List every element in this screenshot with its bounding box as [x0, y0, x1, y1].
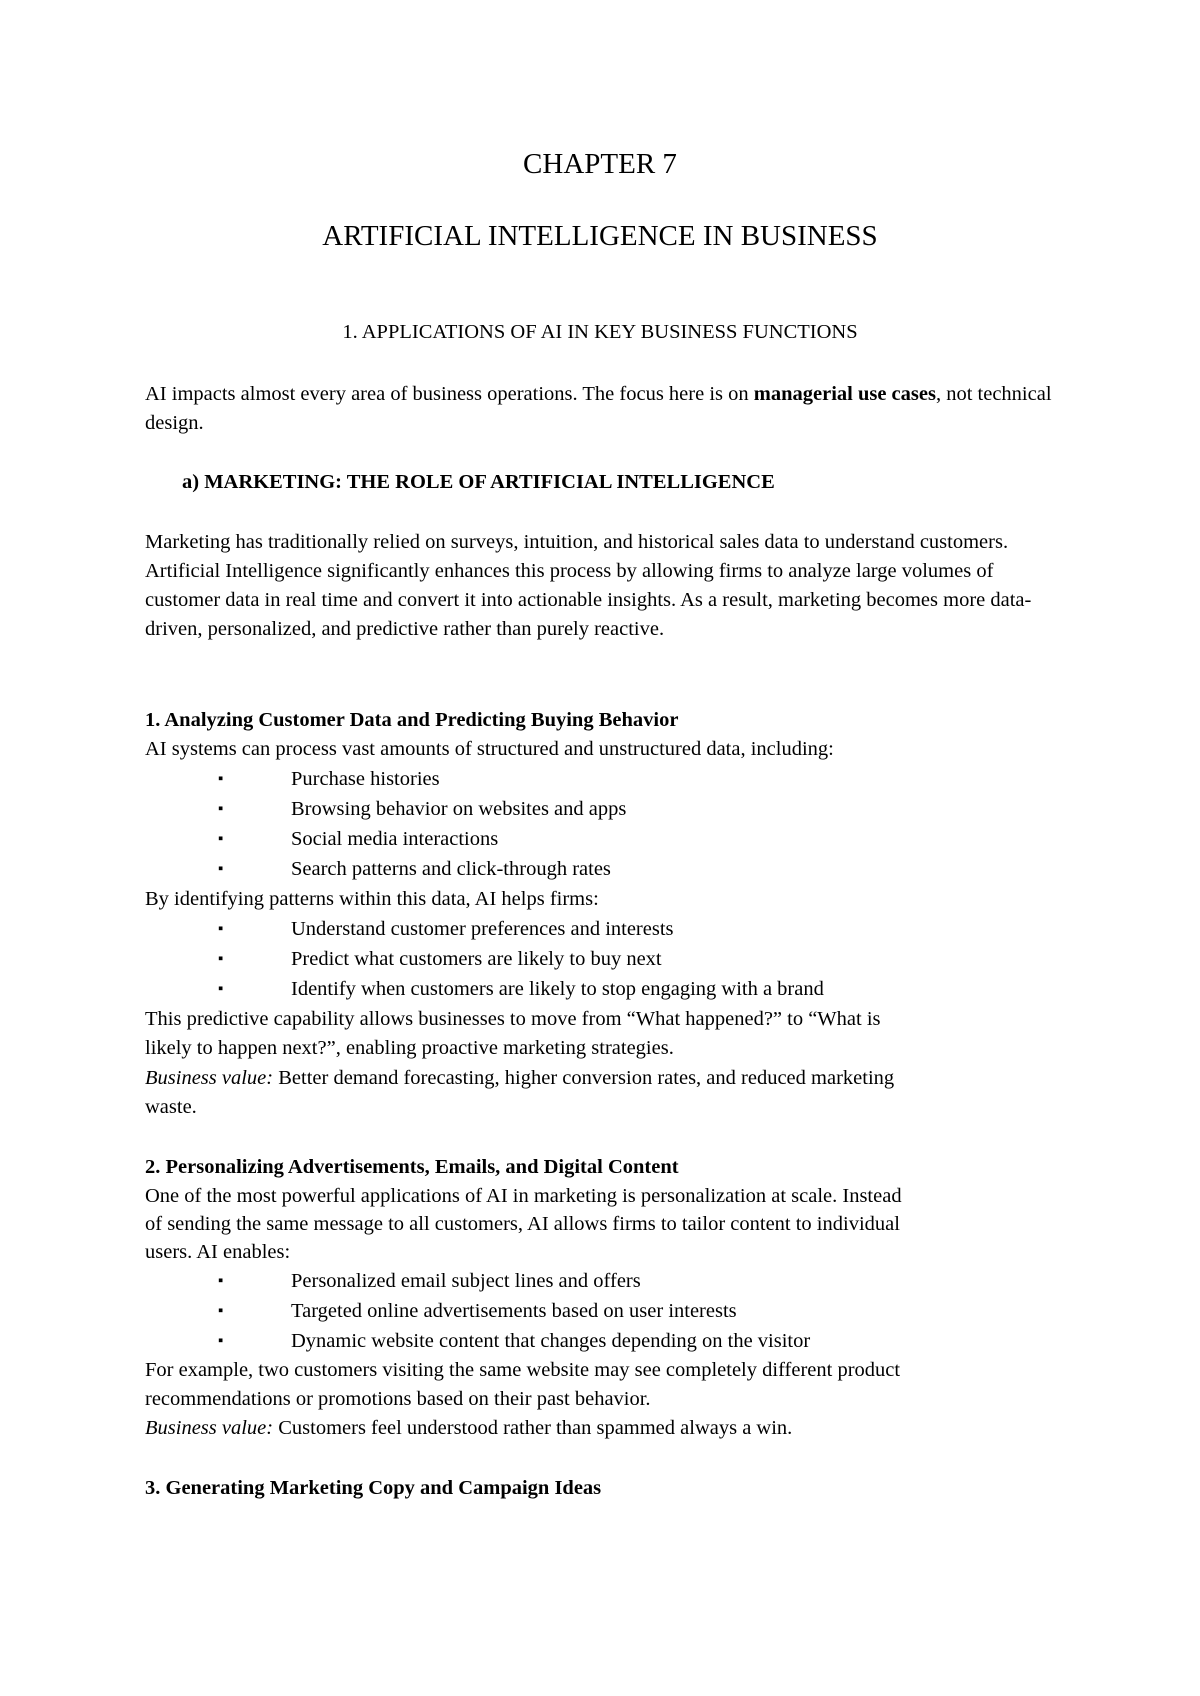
bullet-marker: ▪: [218, 771, 224, 787]
list-item: Purchase histories: [291, 768, 440, 790]
bullet-marker: ▪: [218, 831, 224, 847]
item1-business-value: [145, 1064, 894, 1093]
item2-business-value: [145, 1414, 792, 1443]
item2-intro-line: One of the most powerful applications of AI in marketing is personalization at scale. Instead: [145, 1185, 902, 1207]
item1-heading: 1. Analyzing Customer Data and Predicting Buying Behavior: [145, 709, 679, 731]
list-item: Predict what customers are likely to buy next: [291, 948, 662, 970]
item2-example-line: recommendations or promotions based on their past behavior.: [145, 1388, 651, 1410]
bullet-marker: ▪: [218, 1303, 224, 1319]
list-item: Identify when customers are likely to stop engaging with a brand: [291, 978, 824, 1000]
list-item: Personalized email subject lines and offers: [291, 1270, 641, 1292]
marketing-paragraph: Marketing has traditionally relied on surveys, intuition, and historical sales data to understand customers. Artificial Intelligence significantly enhances this process by allowing firms to analyze large volumes of customer data in real time and convert it into actionable insights. As a result, marketing becomes more data-driven, personalized, and predictive rather than purely reactive.: [145, 531, 1032, 640]
list-item: Targeted online advertisements based on user interests: [291, 1300, 737, 1322]
item2-example-line: For example, two customers visiting the same website may see completely different product: [145, 1359, 901, 1381]
item1-closing-line: This predictive capability allows businesses to move from “What happened?” to “What is: [145, 1008, 881, 1030]
list-item: Browsing behavior on websites and apps: [291, 798, 627, 820]
chapter-subtitle: ARTIFICIAL INTELLIGENCE IN BUSINESS: [322, 220, 878, 252]
list-item: Understand customer preferences and interests: [291, 918, 674, 940]
bullet-marker: ▪: [218, 921, 224, 937]
marketing-heading: a) MARKETING: THE ROLE OF ARTIFICIAL INTELLIGENCE: [182, 471, 775, 493]
item2-intro-line: users. AI enables:: [145, 1241, 291, 1263]
item2-intro-line: of sending the same message to all customers, AI allows firms to tailor content to individual: [145, 1213, 900, 1235]
section-heading: 1. APPLICATIONS OF AI IN KEY BUSINESS FUNCTIONS: [342, 321, 858, 343]
list-item: Dynamic website content that changes depending on the visitor: [291, 1330, 811, 1352]
item1-business-value-cont: waste.: [145, 1096, 197, 1118]
chapter-title: CHAPTER 7: [523, 148, 677, 180]
section-intro: [145, 380, 1065, 438]
list-item: Social media interactions: [291, 828, 499, 850]
business-value-text: Better demand forecasting, higher conversion rates, and reduced marketing: [273, 1067, 895, 1089]
section-intro-text-end: , not technical design.: [145, 383, 1052, 434]
bullet-marker: ▪: [218, 981, 224, 997]
business-value-label: Business value:: [145, 1417, 274, 1439]
item2-heading: 2. Personalizing Advertisements, Emails, and Digital Content: [145, 1156, 679, 1178]
bullet-marker: ▪: [218, 801, 224, 817]
bullet-marker: ▪: [218, 1273, 224, 1289]
item3-heading: 3. Generating Marketing Copy and Campaign Ideas: [145, 1477, 602, 1499]
bullet-marker: ▪: [218, 951, 224, 967]
bullet-marker: ▪: [218, 1333, 224, 1349]
item1-closing-line: likely to happen next?”, enabling proactive marketing strategies.: [145, 1037, 674, 1059]
item1-middle: By identifying patterns within this data, AI helps firms:: [145, 888, 599, 910]
business-value-label: Business value:: [145, 1067, 274, 1089]
item1-intro: AI systems can process vast amounts of structured and unstructured data, including:: [145, 738, 834, 760]
bullet-marker: ▪: [218, 861, 224, 877]
section-intro-emphasis: managerial use cases: [753, 383, 936, 405]
section-intro-text: AI impacts almost every area of business operations. The focus here is on: [145, 383, 754, 405]
business-value-text: Customers feel understood rather than spammed always a win.: [273, 1417, 793, 1439]
list-item: Search patterns and click-through rates: [291, 858, 611, 880]
